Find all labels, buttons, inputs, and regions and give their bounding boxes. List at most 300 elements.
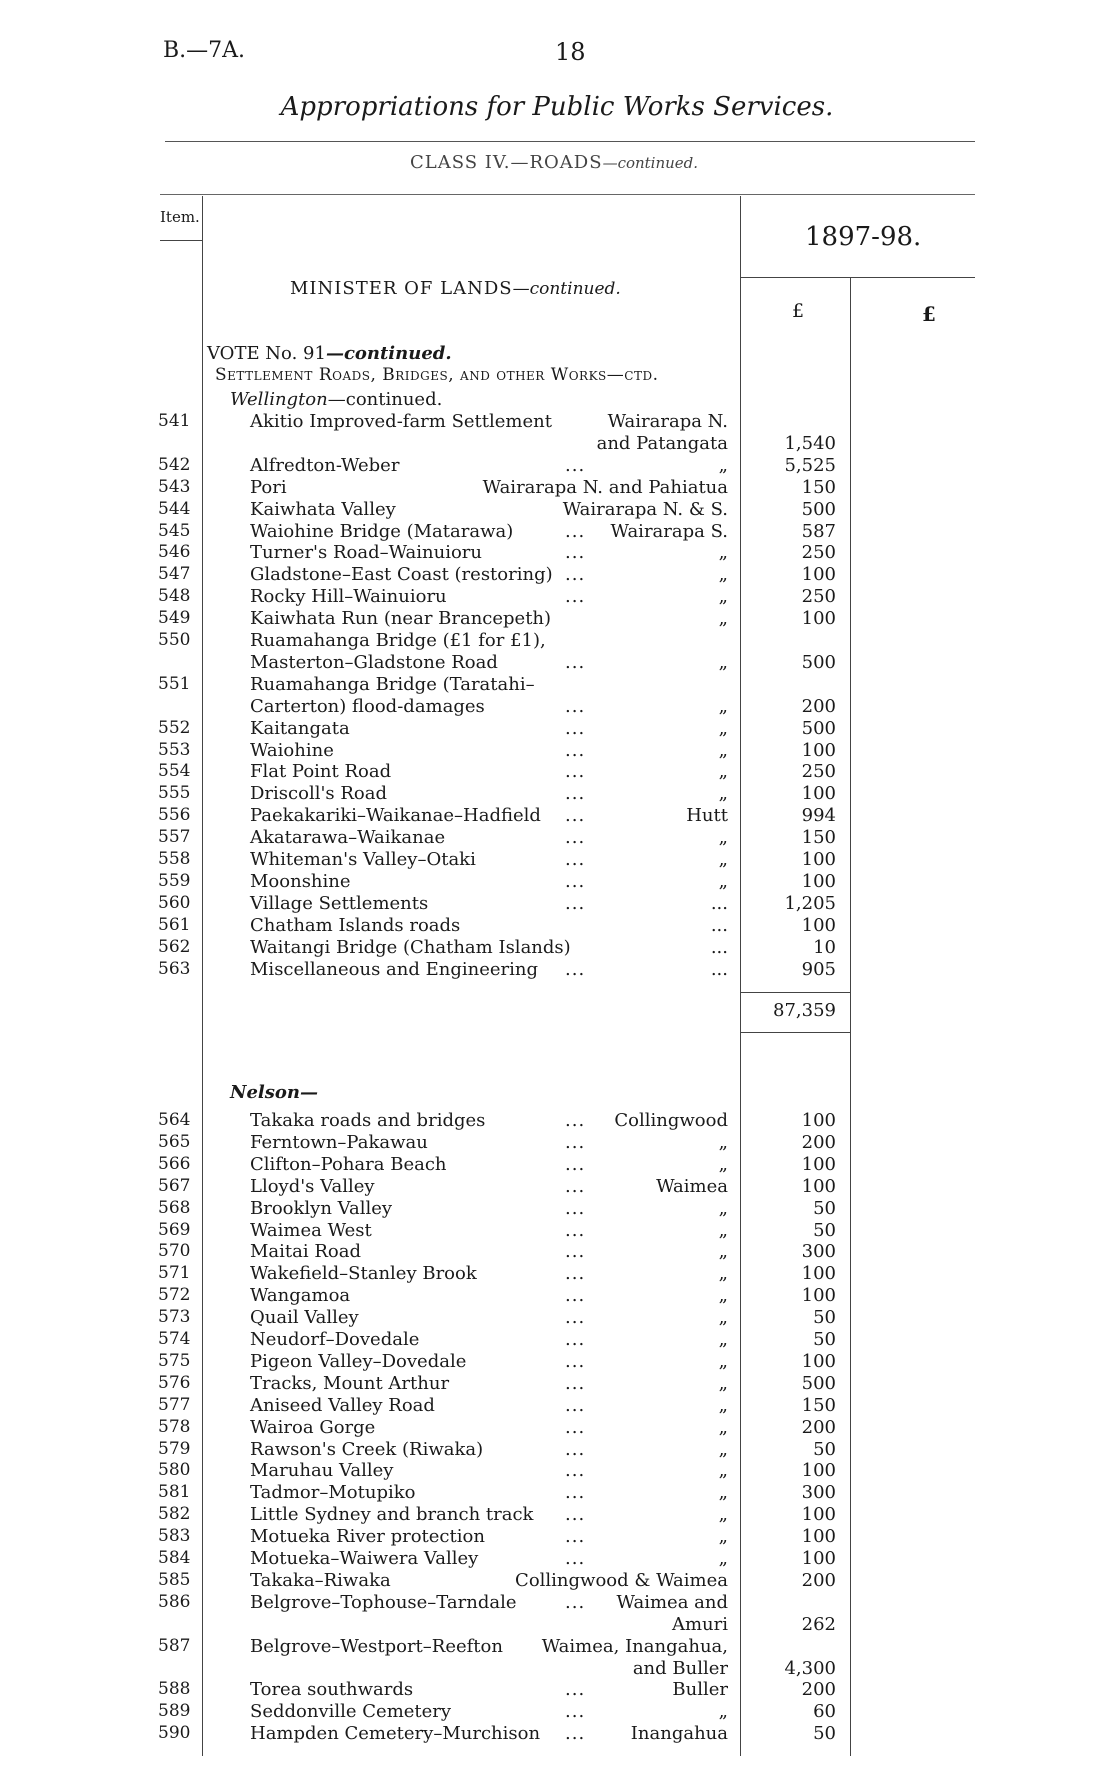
table-row [0,805,1114,827]
item-description: Pigeon Valley–Dovedale [250,1350,467,1372]
electorate: „ [718,608,728,630]
leader-dots: ... [565,1394,586,1416]
total-rule-bottom [740,1032,850,1033]
vote-heading [207,343,452,364]
electorate: Buller [672,1679,728,1701]
table-row [0,1220,1114,1242]
item-description: Pori [250,476,287,498]
table-row [0,1110,1114,1132]
item-number: 559 [158,870,191,891]
currency-header-1: £ [792,300,805,322]
amount: 150 [801,827,836,849]
table-row [0,1679,1114,1701]
table-row [0,1439,1114,1461]
vote-continued: —continued. [325,343,452,364]
electorate: ... [710,892,728,914]
table-row [0,1636,1114,1658]
item-description: Miscellaneous and Engineering [250,958,538,980]
item-number: 580 [158,1460,191,1481]
item-number: 577 [158,1394,191,1415]
table-row [0,937,1114,959]
electorate: „ [718,1460,728,1482]
electorate: „ [718,717,728,739]
item-description: Takaka roads and bridges [250,1110,486,1131]
amount: 5,525 [784,454,836,476]
item-description: Belgrove–Westport–Reefton [250,1635,503,1657]
amount: 1,540 [784,432,836,454]
item-number: 548 [158,586,191,607]
table-row [0,959,1114,981]
amount: 200 [801,1416,836,1438]
item-number: 587 [158,1635,191,1656]
electorate: Waimea, Inangahua, [541,1635,728,1657]
item-description: Wangamoa [250,1285,351,1307]
item-column-header: Item. [160,208,200,226]
item-number: 582 [158,1504,191,1525]
table-row [0,630,1114,652]
leader-dots: ... [565,849,586,870]
leader-dots: ... [565,1482,586,1504]
item-description: Brooklyn Valley [250,1197,393,1219]
item-number: 556 [158,805,191,826]
item-number: 558 [158,849,191,869]
amount: 60 [813,1701,836,1723]
item-description: Flat Point Road [250,761,392,783]
amount: 100 [801,1285,836,1307]
item-description: Moonshine [250,870,351,892]
electorate: „ [718,1241,728,1263]
leader-dots: ... [565,1679,586,1701]
electorate: „ [718,1438,728,1460]
table-row [0,1263,1114,1285]
item-number: 570 [158,1241,191,1262]
item-number: 581 [158,1482,191,1503]
leader-dots: ... [565,1131,586,1153]
leader-dots: ... [565,1110,586,1131]
item-header-rule [160,240,202,241]
table-row [0,1132,1114,1154]
item-number: 564 [158,1110,191,1130]
year-header: 1897-98. [805,222,922,252]
item-number: 590 [158,1723,191,1744]
item-description: Driscoll's Road [250,783,388,805]
table-row [0,1285,1114,1307]
electorate: Waimea [656,1175,728,1197]
item-number: 574 [158,1329,191,1349]
leader-dots: ... [565,695,586,717]
item-description: Torea southwards [250,1679,414,1701]
amount: 500 [801,498,836,520]
table-row [0,1198,1114,1220]
item-description: Carterton) flood-damages [250,695,485,717]
item-description: Takaka–Riwaka [250,1569,391,1591]
table-row [0,827,1114,849]
table-row [0,761,1114,783]
item-number: 579 [158,1438,191,1459]
amount: 300 [801,1482,836,1504]
leader-dots: ... [565,1701,586,1723]
table-row [0,740,1114,762]
item-description: Clifton–Pohara Beach [250,1153,447,1175]
item-number: 549 [158,608,191,629]
item-description: Little Sydney and branch track [250,1504,534,1526]
leader-dots: ... [565,1197,586,1219]
electorate: „ [718,849,728,870]
item-description: Kaitangata [250,717,350,739]
electorate: „ [718,1329,728,1350]
table-row [0,499,1114,521]
table-row [0,1329,1114,1351]
amount: 500 [801,717,836,739]
leader-dots: ... [565,564,586,586]
subheading: Settlement Roads, Bridges, and other Works—ctd. [215,365,659,385]
electorate: Waimea and [616,1591,728,1613]
item-number: 576 [158,1372,191,1393]
leader-dots: ... [565,1241,586,1263]
table-row [0,586,1114,608]
leader-dots: ... [565,651,586,673]
item-description: Gladstone–East Coast (restoring) [250,564,553,586]
electorate: „ [718,870,728,892]
amount: 10 [813,936,836,958]
page-number: 18 [555,38,586,66]
item-description: Waiohine [250,739,334,761]
amount: 200 [801,1569,836,1591]
item-number: 547 [158,564,191,585]
table-row [0,1614,1114,1636]
item-number: 542 [158,454,191,475]
table-row [0,1373,1114,1395]
electorate: Collingwood & Waimea [515,1569,728,1591]
item-description: Village Settlements [250,892,429,914]
table-row [0,871,1114,893]
vote-number: VOTE No. 91 [207,343,326,364]
leader-dots: ... [565,1307,586,1329]
electorate: „ [718,1263,728,1285]
item-number: 584 [158,1548,191,1568]
amount: 100 [801,564,836,586]
minister-name: MINISTER OF LANDS [290,278,513,299]
electorate: „ [718,1526,728,1548]
table-row [0,455,1114,477]
item-number: 551 [158,673,191,694]
item-description: Kaiwhata Run (near Brancepeth) [250,608,552,630]
header-rule [165,141,975,142]
leader-dots: ... [565,1263,586,1285]
electorate: „ [718,783,728,805]
item-number: 544 [158,498,191,519]
amount: 905 [801,958,836,980]
item-number: 561 [158,914,191,935]
item-description: Paekakariki–Waikanae–Hadfield [250,805,541,827]
page-title: Appropriations for Public Works Services. [280,92,834,122]
item-description: Seddonville Cemetery [250,1701,452,1723]
amount: 200 [801,695,836,717]
total-rule-top [740,992,850,993]
electorate: „ [718,1701,728,1723]
table-row [0,1548,1114,1570]
leader-dots: ... [565,892,586,914]
electorate: „ [718,564,728,586]
table-row [0,564,1114,586]
table-row [0,652,1114,674]
document-reference: B.—7A. [163,38,246,63]
electorate: Amuri [671,1613,728,1635]
region-name: Wellington [230,389,328,410]
item-number: 583 [158,1526,191,1547]
electorate: „ [718,761,728,783]
amount: 100 [801,1504,836,1526]
amount: 100 [801,1350,836,1372]
item-number: 552 [158,717,191,738]
leader-dots: ... [565,520,586,542]
table-row [0,1658,1114,1680]
leader-dots: ... [565,542,586,564]
leader-dots: ... [565,1460,586,1482]
amount: 100 [801,1175,836,1197]
item-number: 586 [158,1591,191,1612]
amount: 250 [801,586,836,608]
table-row [0,542,1114,564]
amount: 50 [813,1219,836,1241]
electorate: „ [718,1131,728,1153]
amount: 587 [801,520,836,542]
item-description: Lloyd's Valley [250,1175,375,1197]
item-description: Waimea West [250,1219,372,1241]
amount: 100 [801,1526,836,1548]
item-description: Masterton–Gladstone Road [250,651,498,673]
leader-dots: ... [565,1504,586,1526]
electorate: Inangahua [630,1723,728,1745]
leader-dots: ... [565,454,586,476]
item-number: 588 [158,1679,191,1700]
class-heading-text: CLASS IV.—ROADS [410,152,603,173]
item-description: Neudorf–Dovedale [250,1329,420,1350]
amount: 100 [801,783,836,805]
item-description: Aniseed Valley Road [250,1394,435,1416]
leader-dots: ... [565,1329,586,1350]
item-description: Tracks, Mount Arthur [250,1372,450,1394]
table-row [0,696,1114,718]
item-description: Maruhau Valley [250,1460,394,1482]
leader-dots: ... [565,1350,586,1372]
item-number: 565 [158,1131,191,1152]
wellington-total: 87,359 [773,1000,836,1021]
electorate: Collingwood [614,1110,728,1131]
leader-dots: ... [565,870,586,892]
region-heading-nelson: Nelson— [230,1082,318,1103]
item-number: 546 [158,542,191,563]
leader-dots: ... [565,1285,586,1307]
amount: 100 [801,1263,836,1285]
electorate: ... [710,914,728,936]
leader-dots: ... [565,1526,586,1548]
amount: 100 [801,608,836,630]
electorate: „ [718,827,728,849]
item-number: 571 [158,1263,191,1284]
amount: 4,300 [784,1657,836,1679]
item-description: Quail Valley [250,1307,359,1329]
amount: 100 [801,914,836,936]
table-row [0,1417,1114,1439]
electorate: „ [718,651,728,673]
item-number: 567 [158,1175,191,1196]
item-description: Wakefield–Stanley Brook [250,1263,477,1285]
item-description: Rawson's Creek (Riwaka) [250,1438,484,1460]
item-description: Maitai Road [250,1241,362,1263]
leader-dots: ... [565,1416,586,1438]
item-description: Wairoa Gorge [250,1416,376,1438]
amount: 500 [801,1372,836,1394]
table-row [0,783,1114,805]
item-description: Ruamahanga Bridge (Taratahi– [250,673,535,695]
electorate: „ [718,695,728,717]
item-description: Chatham Islands roads [250,914,461,936]
electorate: „ [718,739,728,761]
item-number: 585 [158,1569,191,1590]
table-top-rule [160,194,975,195]
amount: 1,205 [784,892,836,914]
leader-dots: ... [565,761,586,783]
amount: 100 [801,1460,836,1482]
leader-dots: ... [565,1548,586,1569]
table-row [0,718,1114,740]
electorate: ... [710,958,728,980]
table-row [0,1241,1114,1263]
amount: 150 [801,476,836,498]
table-row [0,1482,1114,1504]
leader-dots: ... [565,1591,586,1613]
amount: 262 [801,1613,836,1635]
table-row [0,608,1114,630]
electorate: „ [718,1548,728,1569]
amount: 100 [801,849,836,870]
leader-dots: ... [565,1219,586,1241]
amount: 250 [801,761,836,783]
table-row [0,1176,1114,1198]
electorate: „ [718,1153,728,1175]
table-row [0,893,1114,915]
item-number: 560 [158,892,191,913]
amount: 200 [801,1131,836,1153]
amount: 50 [813,1197,836,1219]
electorate: „ [718,542,728,564]
item-number: 568 [158,1197,191,1218]
leader-dots: ... [565,1153,586,1175]
item-number: 557 [158,827,191,848]
table-row [0,1504,1114,1526]
item-number: 572 [158,1285,191,1306]
amount: 100 [801,739,836,761]
table-row [0,915,1114,937]
amount: 150 [801,1394,836,1416]
item-description: Belgrove–Tophouse–Tarndale [250,1591,517,1613]
item-description: Hampden Cemetery–Murchison [250,1723,541,1745]
electorate: ... [710,936,728,958]
item-number: 569 [158,1219,191,1240]
item-number: 550 [158,630,191,650]
item-description: Motueka–Waiwera Valley [250,1548,479,1569]
amount: 50 [813,1307,836,1329]
electorate: „ [718,1372,728,1394]
electorate: „ [718,1219,728,1241]
amount: 100 [801,1153,836,1175]
item-description: Akitio Improved-farm Settlement [250,411,552,432]
table-row [0,1592,1114,1614]
amount: 250 [801,542,836,564]
currency-header-2: £ [922,302,936,326]
item-description: Ruamahanga Bridge (£1 for £1), [250,630,546,651]
amount: 300 [801,1241,836,1263]
table-row [0,849,1114,871]
region-continued: —continued. [327,389,443,410]
electorate: „ [718,1350,728,1372]
electorate: „ [718,586,728,608]
leader-dots: ... [565,717,586,739]
item-number: 555 [158,783,191,804]
item-number: 578 [158,1416,191,1437]
item-description: Motueka River protection [250,1526,485,1548]
electorate: and Patangata [596,432,728,454]
item-number: 554 [158,761,191,782]
table-row [0,1307,1114,1329]
electorate: „ [718,1482,728,1504]
table-row [0,1526,1114,1548]
amount: 50 [813,1723,836,1745]
amount: 100 [801,1110,836,1131]
item-number: 566 [158,1153,191,1174]
leader-dots: ... [565,827,586,849]
amount: 100 [801,870,836,892]
leader-dots: ... [565,1175,586,1197]
electorate: „ [718,1307,728,1329]
item-number: 573 [158,1307,191,1328]
table-row [0,521,1114,543]
class-heading [410,152,698,173]
minister-heading [290,278,621,299]
amount: 500 [801,651,836,673]
table-row [0,1154,1114,1176]
item-number: 575 [158,1350,191,1371]
item-number: 589 [158,1701,191,1722]
table-row [0,1395,1114,1417]
item-number: 562 [158,936,191,957]
item-number: 541 [158,411,191,431]
electorate: „ [718,1285,728,1307]
item-number: 553 [158,739,191,760]
item-description: Waitangi Bridge (Chatham Islands) [250,936,571,958]
electorate: Wairarapa N. and Pahiatua [482,476,728,498]
minister-continued: —continued. [512,279,621,299]
table-row [0,1723,1114,1745]
electorate: „ [718,1394,728,1416]
item-description: Ferntown–Pakawau [250,1131,428,1153]
electorate: Wairarapa N. & S. [562,498,728,520]
item-description: Alfredton-Weber [250,454,400,476]
table-row [0,1460,1114,1482]
leader-dots: ... [565,1723,586,1745]
table-row [0,433,1114,455]
table-row [0,1351,1114,1373]
item-description: Waiohine Bridge (Matarawa) [250,520,514,542]
electorate: „ [718,1416,728,1438]
item-description: Kaiwhata Valley [250,498,396,520]
item-description: Turner's Road–Wainuioru [250,542,483,564]
leader-dots: ... [565,1372,586,1394]
amount: 50 [813,1329,836,1350]
year-header-rule [740,277,975,278]
leader-dots: ... [565,958,586,980]
